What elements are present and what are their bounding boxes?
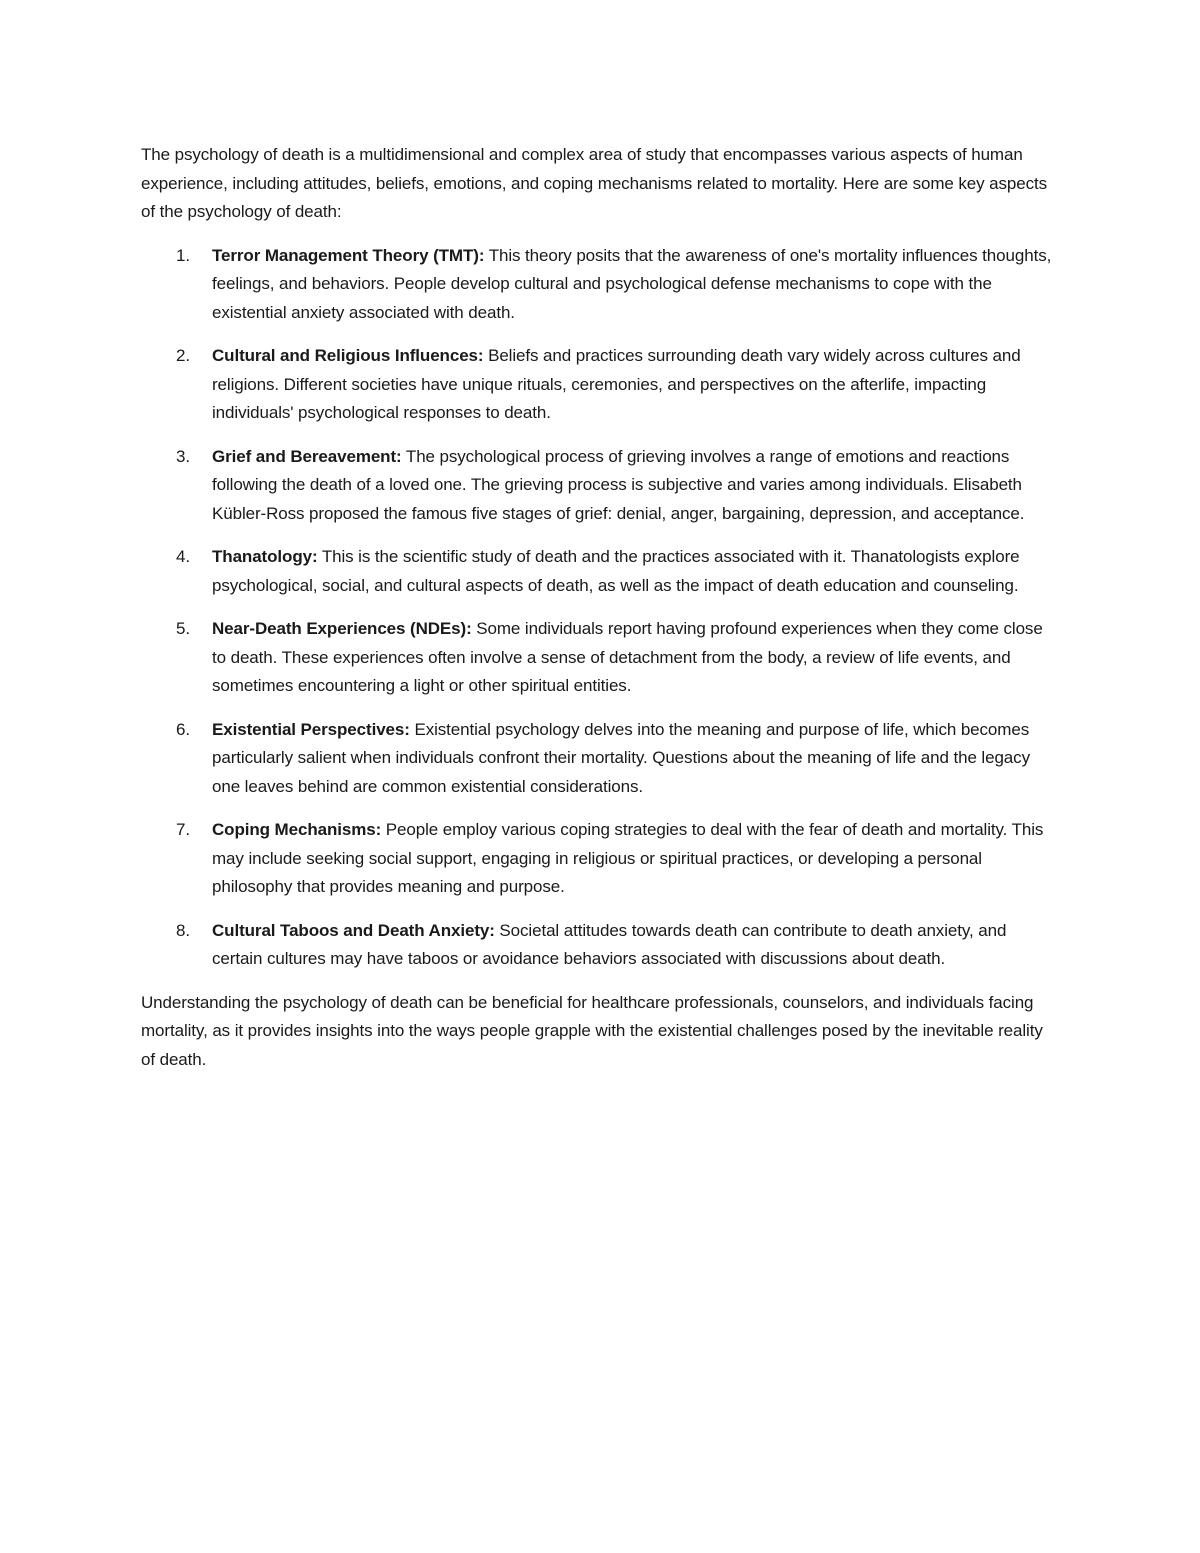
item-text: Beliefs and practices surrounding death vary widely across cultures and religions. Different societies have unique rituals, ceremonies, and perspectives on the afterlife, impacting individuals' psychological responses to death. bbox=[212, 346, 1021, 422]
item-term: Grief and Bereavement: bbox=[212, 446, 402, 466]
intro-paragraph: The psychology of death is a multidimensional and complex area of study that encompasses various aspects of human experience, including attitudes, beliefs, emotions, and coping mechanisms related to mortality. Here are some key aspects of the psychology of death: bbox=[141, 145, 1048, 221]
item-text: Societal attitudes towards death can contribute to death anxiety, and certain cultures may have taboos or avoidance behaviors associated with discussions about death. bbox=[212, 920, 1007, 968]
list-item bbox=[141, 443, 1061, 529]
document-body bbox=[141, 141, 1061, 1074]
list-number: 5. bbox=[176, 619, 190, 638]
item-text: This is the scientific study of death and the practices associated with it. Thanatologists explore psychological, social, and cultural aspects of death, as well as the impact of death education and counseling. bbox=[212, 547, 1020, 595]
list-item bbox=[141, 615, 1061, 701]
list-number: 7. bbox=[176, 820, 190, 839]
list-item bbox=[141, 342, 1061, 428]
list-item bbox=[141, 242, 1061, 328]
item-term: Terror Management Theory (TMT): bbox=[212, 245, 485, 265]
list-number: 6. bbox=[176, 719, 190, 739]
list-number: 4. bbox=[176, 547, 190, 566]
item-term: Cultural and Religious Influences: bbox=[212, 346, 484, 365]
item-text: People employ various coping strategies to deal with the fear of death and mortality. This may include seeking social support, engaging in religious or spiritual practices, or developing a personal philosophy that provides meaning and purpose. bbox=[212, 820, 1044, 896]
item-text: The psychological process of grieving involves a range of emotions and reactions following the death of a loved one. The grieving process is subjective and varies among individuals. Elisabeth Kübler-Ross proposed the famous five stages of grief: denial, anger, bargaining, depression, and acceptance. bbox=[212, 446, 1025, 523]
list-number: 1. bbox=[176, 245, 190, 265]
item-term: Existential Perspectives: bbox=[212, 719, 410, 739]
aspects-list bbox=[141, 242, 1061, 974]
list-number: 2. bbox=[176, 346, 190, 365]
item-text: Some individuals report having profound experiences when they come close to death. These experiences often involve a sense of detachment from the body, a review of life events, and sometimes encountering a light or other spiritual entities. bbox=[212, 619, 1043, 695]
list-item bbox=[141, 816, 1061, 902]
item-term: Thanatology: bbox=[212, 547, 318, 566]
item-term: Cultural Taboos and Death Anxiety: bbox=[212, 920, 495, 940]
conclusion-paragraph: Understanding the psychology of death can be beneficial for healthcare professionals, counselors, and individuals facing mortality, as it provides insights into the ways people grapple with the existential challenges posed by the inevitable reality of death. bbox=[141, 992, 1043, 1069]
item-term: Coping Mechanisms: bbox=[212, 820, 382, 839]
item-term: Near-Death Experiences (NDEs): bbox=[212, 619, 472, 638]
list-item bbox=[141, 716, 1061, 802]
list-number: 8. bbox=[176, 920, 190, 940]
item-text: Existential psychology delves into the meaning and purpose of life, which becomes particularly salient when individuals confront their mortality. Questions about the meaning of life and the legacy one leaves behind are common existential considerations. bbox=[212, 719, 1030, 796]
list-item bbox=[141, 917, 1061, 974]
list-item bbox=[141, 543, 1061, 600]
list-number: 3. bbox=[176, 446, 190, 466]
item-text: This theory posits that the awareness of one's mortality influences thoughts, feelings, and behaviors. People develop cultural and psychological defense mechanisms to cope with the existential anxiety associated with death. bbox=[212, 245, 1052, 322]
